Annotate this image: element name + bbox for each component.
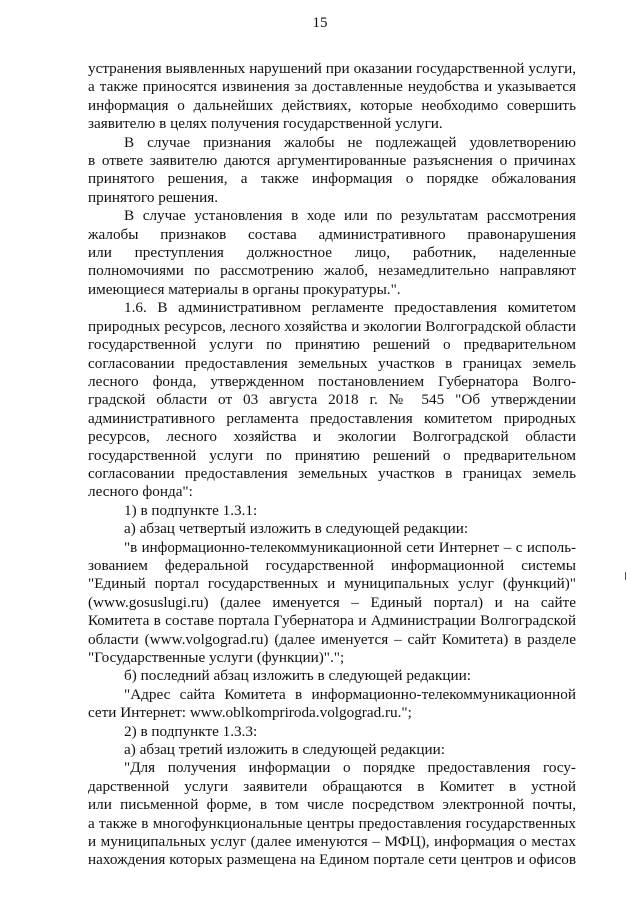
text-line: области (www.volgograd.ru) (далее именуется – сайт Комитета) в разделе bbox=[88, 630, 576, 648]
text-line: ресурсов, лесного хозяйства и экологии Волгоградской области bbox=[88, 428, 576, 446]
text-line: заявителю в целях получения государственной услуги. bbox=[88, 115, 443, 133]
text-line: жалобы признаков состава административного правонарушения bbox=[88, 225, 576, 243]
text-line: зованием федеральной государственной информационной системы bbox=[88, 556, 576, 574]
text-line: Комитета в составе портала Губернатора и Администрации Волгоградской bbox=[88, 612, 576, 630]
text-line: принятого решения, а также информация о порядке обжалования bbox=[88, 170, 576, 188]
text-line: государственной услуги по принятию решений о предварительном bbox=[88, 336, 576, 354]
text-line: имеющиеся материалы в органы прокуратуры.". bbox=[88, 280, 401, 298]
text-line: информация о дальнейших действиях, которые необходимо совершить bbox=[88, 96, 576, 114]
text-line: устранения выявленных нарушений при оказании государственной услуги, bbox=[88, 60, 576, 77]
text-line: В случае признания жалобы не подлежащей удовлетворению bbox=[124, 133, 576, 151]
text-line: дарственной услуги заявители обращаются в Комитет в устной bbox=[88, 777, 576, 795]
text-line: 1) в подпункте 1.3.1: bbox=[124, 501, 258, 519]
text-line: б) последний абзац изложить в следующей редакции: bbox=[124, 667, 471, 685]
text-line: В случае установления в ходе или по результатам рассмотрения bbox=[124, 207, 576, 225]
text-line: а) абзац третий изложить в следующей редакции: bbox=[124, 741, 445, 759]
text-line: административного регламента предоставления комитетом природных bbox=[88, 409, 576, 427]
text-line: "Государственные услуги (функции)"."; bbox=[88, 649, 345, 666]
text-line: лесного фонда, утвержденном постановлением Губернатора Волго- bbox=[88, 372, 576, 390]
text-line: или письменной форме, в том числе посредством электронной почты, bbox=[88, 796, 576, 814]
text-line: принятого решения. bbox=[88, 188, 219, 206]
text-line: или преступления должностное лицо, работник, наделенные bbox=[88, 244, 576, 262]
page-number: 15 bbox=[312, 15, 328, 31]
text-line: 2) в подпункте 1.3.3: bbox=[124, 722, 258, 740]
text-line: сети Интернет: www.oblkompriroda.volgograd.ru."; bbox=[88, 704, 412, 722]
text-line: лесного фонда": bbox=[88, 483, 193, 501]
text-line: в ответе заявителю даются аргументированные разъяснения о причинах bbox=[88, 152, 576, 170]
text-line: нахождения которых размещена на Едином портале сети центров и офисов bbox=[88, 851, 576, 869]
text-line: 1.6. В административном регламенте предоставления комитетом bbox=[124, 299, 576, 317]
text-line: "Для получения информации о порядке предоставления госу- bbox=[124, 759, 576, 777]
text-line: и муниципальных услуг (далее именуются – МФЦ), информация о местах bbox=[88, 833, 576, 851]
text-line: (www.gosuslugi.ru) (далее именуется – Единый портал) и на сайте bbox=[88, 593, 576, 611]
text-line: "Адрес сайта Комитета в информационно-телекоммуникационной bbox=[124, 685, 576, 703]
text-line: градской области от 03 августа 2018 г. № 545 "Об утверждении bbox=[88, 391, 576, 409]
text-line: а также приносятся извинения за доставленные неудобства и указывается bbox=[88, 78, 576, 96]
text-line: согласовании предоставления земельных участков в границах земель bbox=[88, 354, 576, 372]
text-line: согласовании предоставления земельных участков в границах земель bbox=[88, 464, 576, 482]
text-line: а) абзац четвертый изложить в следующей редакции: bbox=[124, 520, 469, 538]
text-line: "в информационно-телекоммуникационной сети Интернет – с исполь- bbox=[124, 539, 576, 556]
text-line: полномочиями по рассмотрению жалоб, незамедлительно направляют bbox=[88, 262, 576, 280]
text-line: государственной услуги по принятию решений о предварительном bbox=[88, 446, 576, 464]
document-body bbox=[88, 60, 576, 870]
text-line: "Единый портал государственных и муниципальных услуг (функций)" bbox=[88, 575, 576, 593]
scan-artifact-mark bbox=[625, 572, 626, 580]
text-line: а также в многофункциональные центры предоставления государственных bbox=[88, 814, 576, 832]
text-line: природных ресурсов, лесного хозяйства и экологии Волгоградской области bbox=[88, 317, 576, 335]
